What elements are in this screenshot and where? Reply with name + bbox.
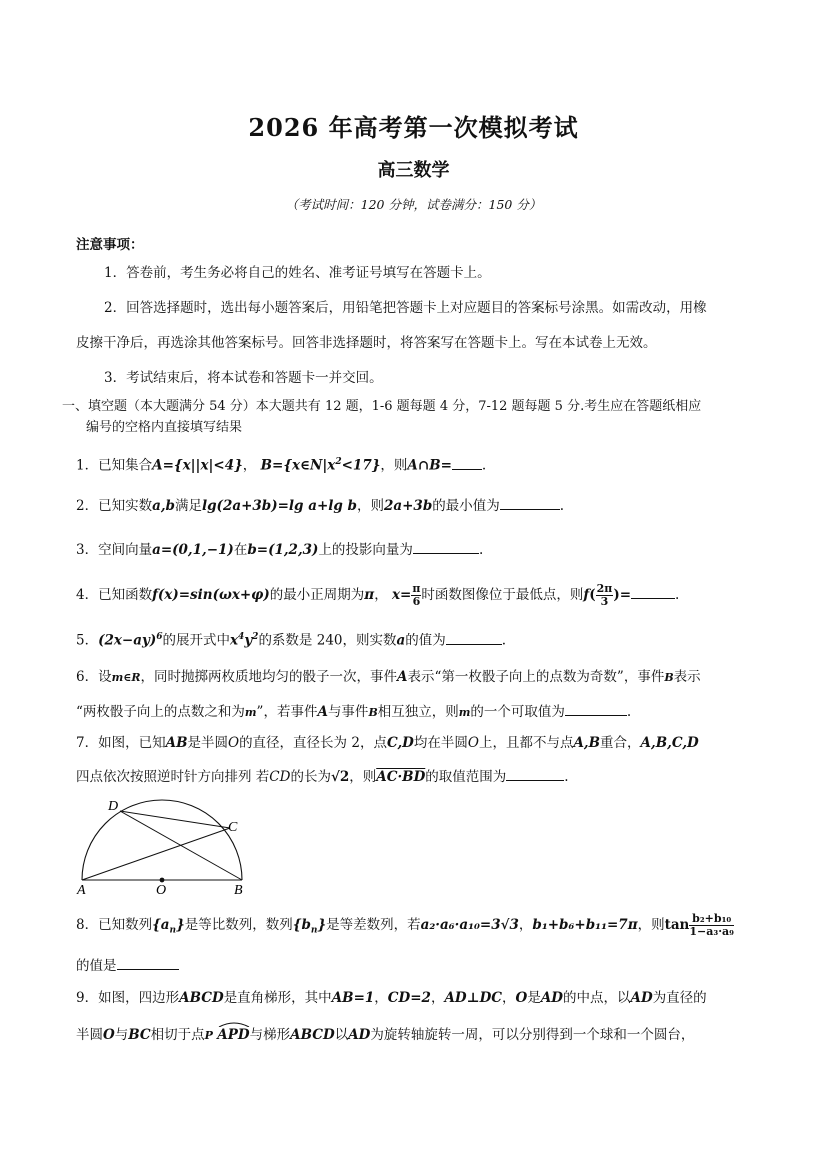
label-D: D: [108, 799, 119, 814]
page-subtitle: 高三数学: [377, 160, 450, 181]
page-title: 2026 年高考第一次模拟考试: [248, 113, 579, 142]
question-9-cont: 半圆O与BC相切于点P APD与梯形ABCD以AD为旋转轴旋转一周，可以分别得到一个球和一个圆台，: [76, 1021, 694, 1046]
question-6: 6．设m∈R，同时抛掷两枚质地均匀的骰子一次，事件A表示“第一枚骰子向上的点数为奇数”，事件B表示: [76, 669, 701, 685]
question-7: 7．如图，已知AB是半圆O的直径，直径长为 2，点C,D均在半圆O上，且都不与点A,B重合，A,B,C,D: [76, 735, 699, 751]
note-2: 2．回答选择题时，选出每小题答案后，用铅笔把答题卡上对应题目的答案标号涂黑。如需改动，用橡: [104, 300, 707, 316]
segment-AC: [82, 828, 230, 880]
question-1: 1．已知集合A={x||x|<4}， $B=\{x\in N|x^2<17\}$，则A∩B= .: [76, 452, 486, 476]
section-heading-cont: 编号的空格内直接填写结果: [86, 420, 243, 435]
question-6-cont: “两枚骰子向上的点数之和为m”，若事件A与事件B相互独立，则m的一个可取值为 .: [76, 701, 631, 723]
label-B: B: [234, 883, 243, 896]
question-8-cont: 的值是: [76, 955, 179, 976]
arc-mark: [217, 1021, 251, 1027]
exam-meta: （考试时间：120 分钟，试卷满分：150 分）: [285, 197, 542, 212]
section-heading: 一、填空题（本大题满分 54 分）本大题共有 12 题，1-6 题每题 4 分，7-12 题每题 5 分.考生应在答题纸相应: [62, 399, 702, 414]
label-O: O: [156, 883, 167, 896]
question-5: 5．$(2x-ay)^6$的展开式中$x^4y^2$的系数是 240，则实数a的值为 .: [76, 627, 506, 651]
question-4: 4．已知函数f(x)=sin(ωx+φ)的最小正周期为π， x= $\frac{\pi}{6}$ 时函数图像位于最低点，则f( $\frac{2\pi}{3}$ )= .: [76, 582, 680, 608]
label-C: C: [228, 820, 238, 835]
center-point: [160, 878, 165, 883]
semicircle-arc: [82, 800, 242, 880]
question-3: 3．空间向量a=(0,1,−1)在b=(1,2,3)上的投影向量为 .: [76, 539, 483, 560]
question-7-cont: 四点依次按照逆时针方向排列 若CD的长为√2，则AC·BD的取值范围为 .: [76, 766, 569, 787]
note-2-cont: 皮擦干净后，再选涂其他答案标号。回答非选择题时，将答案写在答题卡上。写在本试卷上无效。: [76, 335, 657, 351]
note-1: 1．答卷前，考生务必将自己的姓名、准考证号填写在答题卡上。: [104, 265, 491, 281]
question-9: 9．如图，四边形ABCD是直角梯形，其中AB=1，CD=2，AD⊥DC，O是AD的中点，以AD为直径的: [76, 990, 707, 1006]
question-8: 8．已知数列$\{a_n\}$是等比数列，数列$\{b_n\}$是等差数列，若a₂·a₆·a₁₀=3√3，b₁+b₆+b₁₁=7π，则tan $\frac{\text{b₂+b₁₀}}{\text{1−a₃·a₉}}$: [76, 912, 734, 938]
note-3: 3．考试结束后，将本试卷和答题卡一并交回。: [104, 370, 383, 386]
label-A: A: [77, 883, 86, 896]
notes-heading: 注意事项：: [76, 237, 144, 253]
semicircle-figure: [72, 796, 262, 896]
question-2: 2．已知实数a,b满足lg(2a+3b)=lg a+lg b，则2a+3b的最小值为 .: [76, 495, 564, 516]
segment-DC: [120, 811, 230, 828]
